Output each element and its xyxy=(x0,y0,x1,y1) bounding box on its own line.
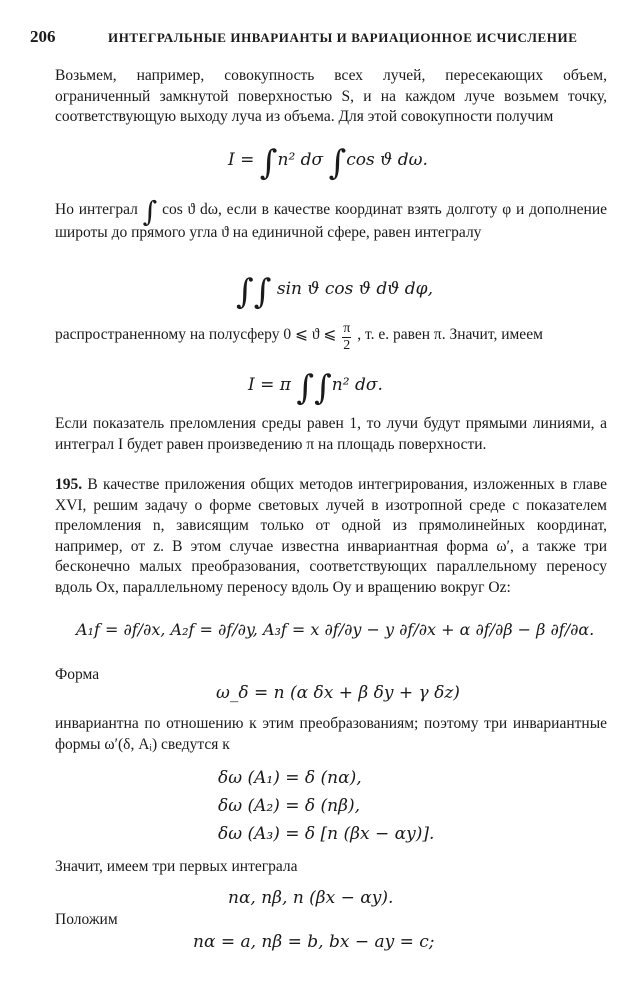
equation-delta-1 xyxy=(218,768,362,788)
paragraph-polozhim xyxy=(55,910,607,931)
paragraph-2-text-b: cos ϑ dω, если в качестве координат взять долготу φ и дополнение широты до прямого угла ϑ на единичной сфере, равен интегралу xyxy=(55,201,608,241)
equation-1-lhs: I = xyxy=(228,150,255,170)
equation-delta-2-body: δω (A₂) = δ (nβ), xyxy=(218,796,360,816)
equation-3-rhs: n² dσ. xyxy=(331,375,383,395)
section-195 xyxy=(55,475,607,598)
paragraph-1 xyxy=(55,66,607,128)
equation-delta-3 xyxy=(218,824,434,844)
equation-3-lhs: I = π xyxy=(248,375,291,395)
integral-sign: ∫ xyxy=(259,143,278,183)
paragraph-first-integrals-text: Значит, имеем три первых интеграла xyxy=(55,858,298,875)
equation-transformations-body: A₁f = ∂f/∂x, A₂f = ∂f/∂y, A₃f = x ∂f/∂y − y ∂f/∂x + α ∂f/∂β − β ∂f/∂α. xyxy=(76,620,595,639)
equation-integrals-body: nα, nβ, n (βx − αy). xyxy=(228,888,394,908)
integral-sign: ∫ xyxy=(314,368,332,408)
equation-1-term-b: cos ϑ dω. xyxy=(346,150,428,170)
paragraph-3-text-b: , т. е. равен π. Значит, имеем xyxy=(357,326,543,343)
equation-delta-1-body: δω (A₁) = δ (nα), xyxy=(218,768,362,788)
paragraph-4-text: Если показатель преломления среды равен 1, то лучи будут прямыми линиями, а интеграл I будет равен произведению π на площадь поверхности. xyxy=(55,415,607,453)
paragraph-3 xyxy=(55,321,607,354)
equation-2 xyxy=(236,272,433,312)
integral-sign: ∫ xyxy=(328,143,347,183)
paragraph-1-text: Возьмем, например, совокупность всех лучей, пересекающих объем, ограниченный замкнутой поверхностью S, и на каждом луче возьмем точку, соответствующую выходу луча из объема. Для этой совокупности получим xyxy=(55,67,607,125)
running-title: ИНТЕГРАЛЬНЫЕ ИНВАРИАНТЫ И ВАРИАЦИОННОЕ ИСЧИСЛЕНИЕ xyxy=(108,30,578,45)
equation-set-body: nα = a, nβ = b, bx − ay = c; xyxy=(193,932,435,952)
fraction-numerator: π xyxy=(343,321,351,336)
equation-delta-3-body: δω (A₃) = δ [n (βx − αy)]. xyxy=(218,824,435,844)
equation-integrals xyxy=(228,888,393,908)
paragraph-4 xyxy=(55,414,607,455)
section-number: 195. xyxy=(55,476,83,493)
paragraph-2-text-a: Но интеграл xyxy=(55,201,138,218)
equation-1 xyxy=(228,143,428,183)
paragraph-2 xyxy=(55,195,608,243)
paragraph-invariant-text: инвариантна по отношению к этим преобразованиям; поэтому три инвариантные формы ω′(δ, Aᵢ) сведутся к xyxy=(55,715,607,753)
paragraph-3-text-a: распространенному на полусферу 0 ⩽ ϑ ⩽ xyxy=(55,326,337,343)
section-195-text: В качестве приложения общих методов интегрирования, изложенных в главе XVI, решим задачу о форме световых лучей в изотропной среде с показателем преломления n, зависящим только от одной из прямолинейных координат, например, от z. В этом случае известна инвариантная форма ω′, а также три бесконечно малых преобразования, соответствующих параллельному переносу вдоль Ox, параллельному переносу вдоль Oy и вращению вокруг Oz: xyxy=(55,476,608,596)
paragraph-polozhim-text: Положим xyxy=(55,911,118,928)
equation-omega-body: ω_δ = n (α δx + β δy + γ δz) xyxy=(216,683,460,703)
integral-sign: ∫ xyxy=(296,368,315,408)
paragraph-first-integrals xyxy=(55,857,607,878)
equation-omega xyxy=(216,683,460,703)
equation-transformations xyxy=(76,620,594,639)
inline-integral: ∫ xyxy=(142,195,158,228)
equation-1-term-a: n² dσ xyxy=(277,150,324,170)
equation-delta-2 xyxy=(218,796,360,816)
equation-3 xyxy=(248,368,383,408)
equation-2-body: sin ϑ cos ϑ dϑ dφ, xyxy=(276,279,433,299)
paragraph-forma-text: Форма xyxy=(55,666,100,683)
fraction-denominator: 2 xyxy=(343,338,351,353)
equation-set xyxy=(193,932,435,952)
fraction-pi-over-2 xyxy=(342,321,351,354)
page-number: 206 xyxy=(30,27,56,46)
integral-sign: ∫ xyxy=(236,272,254,312)
page-header xyxy=(30,27,608,49)
paragraph-invariant xyxy=(55,714,607,755)
integral-sign: ∫ xyxy=(253,272,272,312)
